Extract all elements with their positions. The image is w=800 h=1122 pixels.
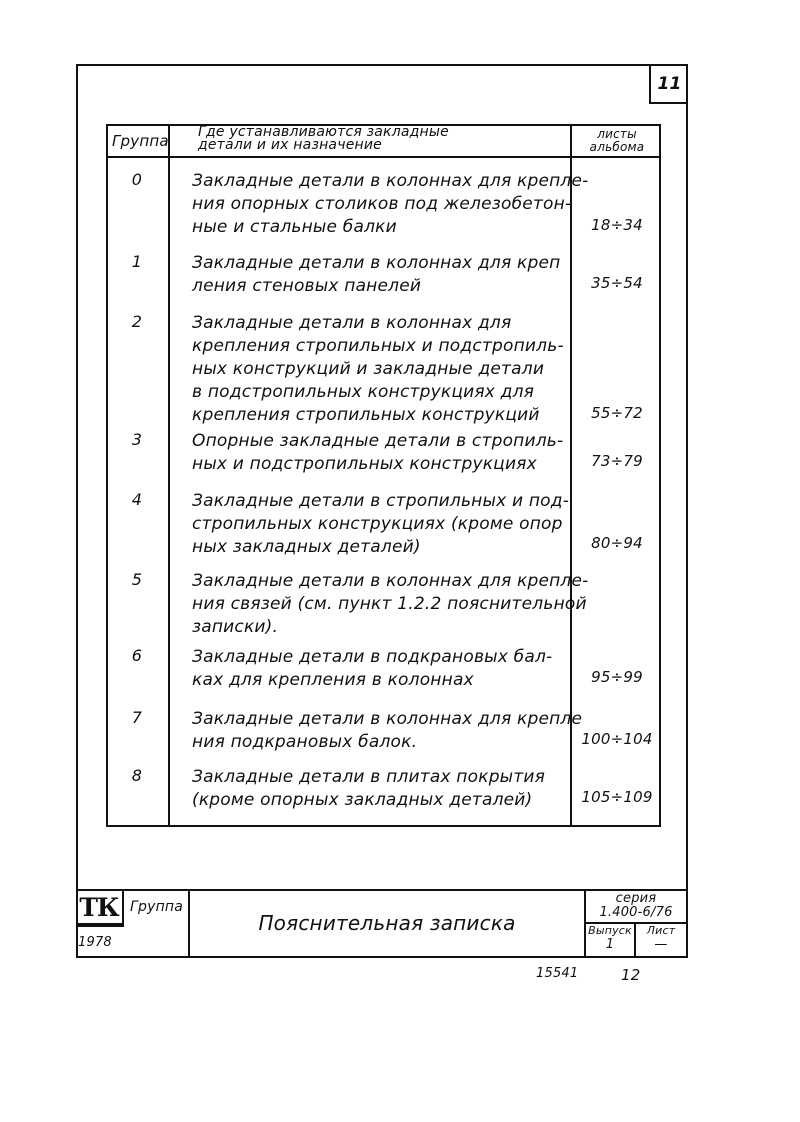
row-sheets: 73÷79 — [591, 452, 643, 470]
row-sheets: 55÷72 — [591, 404, 643, 422]
row-description-line: ных закладных деталей) — [192, 537, 421, 557]
row-group-number: 7 — [131, 708, 143, 727]
row-description-line: ных конструкций и закладные детали — [192, 359, 545, 379]
row-description-line: в подстропильных конструкциях для — [192, 382, 535, 402]
header-sheets — [574, 128, 660, 154]
series-label: серия — [615, 891, 657, 906]
header-description-line: Где устанавливаются закладные — [198, 124, 449, 140]
row-description-line: Закладные детали в колоннах для — [192, 313, 512, 333]
row-description-line: Закладные детали в колоннах для крепле- — [192, 171, 589, 191]
page-number: 11 — [649, 66, 688, 104]
row-description-line: записки). — [192, 617, 279, 637]
embedded-parts-table — [106, 124, 661, 827]
issue-cell — [586, 924, 636, 958]
series-cell — [586, 891, 686, 924]
row-group-number: 3 — [131, 430, 143, 449]
row-description-line: Закладные детали в плитах покрытия — [192, 767, 546, 787]
sheet-label: Лист — [646, 924, 676, 937]
title-block-group-label: Группа — [130, 899, 184, 915]
header-group: Группа — [112, 132, 169, 150]
row-description-line: ные и стальные балки — [192, 217, 397, 237]
title-block — [76, 889, 688, 958]
header-sheets-line: альбома — [589, 140, 645, 154]
row-group-number: 5 — [131, 570, 143, 589]
row-description-line: крепления стропильных конструкций — [192, 405, 540, 425]
row-description — [192, 430, 574, 476]
row-description — [192, 312, 574, 427]
row-description-line: ных и подстропильных конструкциях — [192, 454, 537, 474]
row-group-number: 4 — [131, 490, 143, 509]
row-description-line: ния опорных столиков под железобетон- — [192, 194, 572, 214]
row-description-line: Закладные детали в колоннах для крепле- — [192, 571, 589, 591]
tk-logo: ТК — [76, 891, 124, 925]
row-description-line: Закладные детали в колоннах для крепле — [192, 709, 583, 729]
series-value: 1.400-6/76 — [599, 905, 673, 920]
header-divider — [108, 156, 659, 158]
title-block-divider — [76, 925, 124, 927]
document-title: Пояснительная записка — [258, 911, 516, 935]
row-sheets: 100÷104 — [581, 730, 653, 748]
row-description — [192, 570, 589, 639]
row-description-line: крепления стропильных и подстропиль- — [192, 336, 564, 356]
row-group-number: 6 — [131, 646, 143, 665]
title-block-year: 1978 — [78, 935, 112, 950]
row-description-line: стропильных конструкциях (кроме опор — [192, 514, 563, 534]
row-sheets: 95÷99 — [591, 668, 643, 686]
row-description — [192, 766, 574, 812]
row-description — [192, 252, 574, 298]
row-description — [192, 708, 583, 754]
row-group-number: 2 — [131, 312, 143, 331]
row-description-line: ния подкрановых балок. — [192, 732, 418, 752]
row-description — [192, 646, 574, 692]
row-description — [192, 170, 589, 239]
issue-label: Выпуск — [588, 924, 632, 937]
row-description-line: (кроме опорных закладных деталей) — [192, 790, 533, 810]
column-divider-group — [168, 126, 170, 825]
header-sheets-line: листы — [597, 127, 637, 141]
archive-number: 15541 — [536, 966, 579, 981]
row-description-line: ния связей (см. пункт 1.2.2 пояснительной — [192, 594, 587, 614]
row-sheets: 18÷34 — [591, 216, 643, 234]
header-description-line: детали и их назначение — [198, 137, 382, 153]
row-description-line: Закладные детали в подкрановых бал- — [192, 647, 553, 667]
row-description-line: Закладные детали в колоннах для креп — [192, 253, 561, 273]
sheet-cell — [636, 924, 686, 958]
row-group-number: 0 — [131, 170, 143, 189]
row-group-number: 1 — [131, 252, 143, 271]
row-group-number: 8 — [131, 766, 143, 785]
row-description-line: Опорные закладные детали в стропиль- — [192, 431, 564, 451]
row-sheets: 80÷94 — [591, 534, 643, 552]
row-sheets: 105÷109 — [581, 788, 653, 806]
row-description — [192, 490, 574, 559]
row-description-line: ления стеновых панелей — [192, 276, 422, 296]
header-description — [198, 126, 449, 152]
row-description-line: ках для крепления в колоннах — [192, 670, 474, 690]
sheet-value: — — [654, 937, 668, 952]
row-sheets: 35÷54 — [591, 274, 643, 292]
bottom-page-number: 12 — [621, 966, 641, 984]
issue-value: 1 — [605, 937, 615, 952]
row-description-line: Закладные детали в стропильных и под- — [192, 491, 570, 511]
